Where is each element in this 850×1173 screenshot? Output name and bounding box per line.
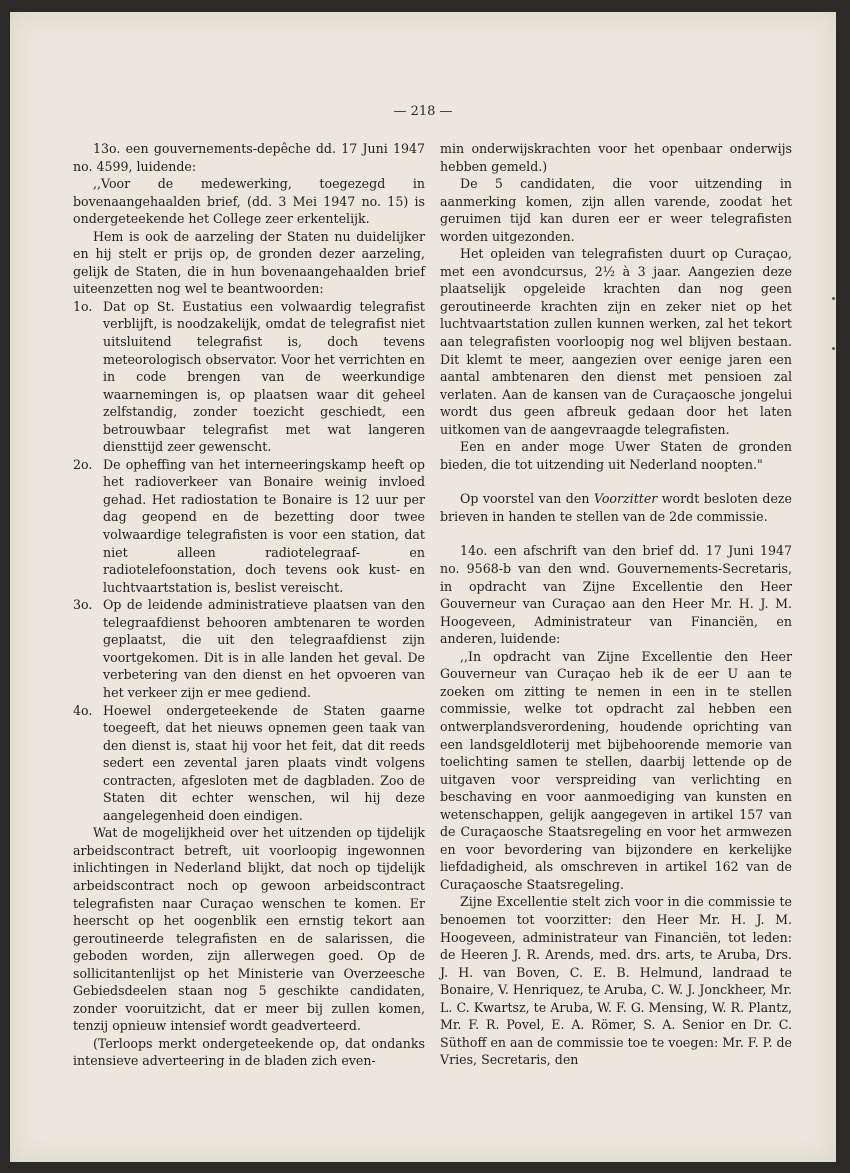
paragraph-13o: 13o. een gouvernements-depêche dd. 17 Juni 1947 no. 4599, luidende:: [73, 141, 425, 174]
paragraph-continued: min onderwijskrachten voor het openbaar onderwijs hebben gemeld.): [440, 141, 792, 174]
list-item-text: Op de leidende administratieve plaatsen van den telegraafdienst behooren ambtenaren te worden geplaatst, die uit den telegraafdienst zijn voortgekomen. Dit is in alle landen het geval. De verbetering van den dienst en het opvoeren van het verkeer zijn er mee gediend.: [103, 597, 425, 700]
list-item-text: De opheffing van het interneeringskamp heeft op het radioverkeer van Bonaire weinig invloed gehad. Het radiostation te Bonaire is 12 uur per dag geopend en de bezetting door twee volwaardige telegrafisten is voor een station, dat niet alleen radiotelegraaf- en radiotelefoonstation, doch tevens ook kust- en luchtvaartstation is, beslist vereischt.: [103, 456, 425, 595]
list-item-number: 3o.: [73, 597, 93, 613]
paragraph-zijne: Zijne Excellentie stelt zich voor in die commissie te benoemen tot voorzitter: den Heer Mr. H. J. M. Hoogeveen, administrateur van Financiën, tot leden: de Heeren J. R. Arends, med. drs. arts, te Aruba, Drs. J. H. van Boven, C. E. B. Helmund, landraad te Bonaire, V. Henriquez, te Aruba, C. W. J. Jonckheer, Mr. L. C. Kwartsz, te Aruba, W. F. G. Mensing, W. R. Plantz, Mr. F. R. Povel, E. A. Römer, S. A. Senior en Dr. C. Süthoff en aan de commissie toe te voegen: Mr. F. P. de Vries, Secretaris, den: [440, 894, 793, 1068]
paragraph-opleiden: Het opleiden van telegrafisten duurt op Curaçao, met een avondcursus, 2½ à 3 jaar. Aangezien deze plaatselijk opgeleide krachten dan nog geen geroutineerde krachten zijn en zeker niet op het luchtvaartstation zullen kunnen werken, zal het tekort aan telegrafisten voorloopig nog wel blijven bestaan. Dit klemt te meer, aangezien over eenige jaren een aantal ambtenaren den dienst met pensioen zal verlaten. Aan de kansen van de Curaçaosche jongelui wordt dus geen afbreuk gedaan door het laten uitkomen van de aangevraagde telegrafisten.: [440, 246, 792, 437]
paper-speck: [832, 297, 835, 300]
paragraph-wat: Wat de mogelijkheid over het uitzenden op tijdelijk arbeidscontract betreft, uit voorloopig ingewonnen inlichtingen in Nederland blijkt, dat noch op tijdelijk arbeidscontract noch op gewoon arbeidscontract telegrafisten naar Curaçao wenschen te komen. Er heerscht op het oogenblik een ernstig tekort aan geroutineerde telegrafisten en de salarissen, die geboden worden, zijn allerwegen goed. Op de sollicitantenlijst op het Ministerie van Overzeesche Gebiedsdeelen staan nog 5 geschikte candidaten, zonder vooruitzicht, dat er meer bij zullen komen, tenzij opnieuw intensief wordt geadverteerd.: [73, 825, 425, 1034]
voorstel-text-b: wordt besloten deze brieven in handen te stellen van de 2de commissie.: [440, 491, 792, 524]
list-item-text: Hoewel ondergeteekende de Staten gaarne toegeeft, dat het nieuws opnemen geen taak van den dienst is, staat hij voor het feit, dat dit reeds sedert een zevental jaren plaats vindt volgens contracten, afgesloten met de dagbladen. Zoo de Staten dit echter wenschen, wil hij deze aangelegenheid doen eindigen.: [103, 702, 425, 823]
quote-paragraph: ,,Voor de medewerking, toegezegd in bovenaangehaalden brief, (dd. 3 Mei 1947 no. 15) is ondergeteekende het College zeer erkentelijk.: [73, 176, 425, 227]
list-item-text: Dat op St. Eustatius een volwaardig telegrafist verblijft, is noodzakelijk, omdat de telegrafist niet uitsluitend telegrafist is, doch tevens meteorologisch observator. Voor het verrichten en in code brengen van de weerkundige waarnemingen is, op plaatsen waar dit geheel zelfstandig, zonder toezicht geschiedt, een betrouwbaar telegrafist met wat langeren diensttijd zeer gewenscht.: [103, 298, 425, 455]
list-item: [73, 456, 425, 596]
paragraph-terloops: (Terloops merkt ondergeteekende op, dat ondanks intensieve adverteering in de bladen zich even-: [73, 1035, 425, 1069]
list-item: [73, 298, 425, 456]
quote-paragraph-2: ,,In opdracht van Zijne Excellentie den Heer Gouverneur van Curaçao heb ik de eer U aan te zoeken om zitting te nemen in een in te stellen commissie, welke tot opdracht zal hebben een ontwerplandsverordening, houdende oprichting van een landsgeldloterij met bijbehoorende memorie van toelichting samen te stellen, daarbij lettende op de uitgaven voor verspreiding van verlichting en beschaving en voor aanmoediging van kunsten en wetenschappen, gelijk aangegeven in artikel 157 van de Curaçaosche Staatsregeling en voor het armwezen en voor bevordering van bijzondere en kerkelijke liefdadigheid, als omschreven in artikel 162 van de Curaçaosche Staatsregeling.: [440, 648, 792, 892]
voorzitter-emphasis: Voorzitter: [593, 491, 658, 507]
paragraph-hem: Hem is ook de aarzeling der Staten nu duidelijker en hij stelt er prijs op, de gronden dezer aarzeling, gelijk de Staten, die in hun bovenaangehaalden brief uiteenzetten nog wel te beantwoorden:: [73, 228, 425, 297]
paragraph-candidaten: De 5 candidaten, die voor uitzending in aanmerking komen, zijn allen varende, zoodat het geruimen tijd kan duren eer er weer telegrafisten worden uitgezonden.: [440, 176, 792, 244]
page-number: — 218 —: [393, 104, 453, 119]
right-column: [440, 140, 792, 1069]
left-column: [73, 140, 425, 1070]
voorstel-text-a: Op voorstel van den: [460, 491, 594, 507]
list-item: [73, 596, 425, 701]
list-item-number: 1o.: [73, 298, 93, 314]
paragraph-een-en-ander: Een en ander moge Uwer Staten de gronden bieden, die tot uitzending uit Nederland noopten.": [440, 439, 792, 472]
paper-speck: [832, 347, 835, 350]
document-page: [10, 12, 836, 1162]
paragraph-voorstel: [440, 490, 792, 525]
list-item-number: 2o.: [73, 456, 93, 472]
list-item: [73, 702, 425, 825]
list-item-number: 4o.: [73, 702, 93, 718]
paragraph-14o: 14o. een afschrift van den brief dd. 17 Juni 1947 no. 9568-b van den wnd. Gouvernements-Secretaris, in opdracht van Zijne Excellentie den Heer Gouverneur van Curaçao aan den Heer Mr. H. J. M. Hoogeveen, Administrateur van Financiën, en anderen, luidende:: [440, 543, 792, 647]
